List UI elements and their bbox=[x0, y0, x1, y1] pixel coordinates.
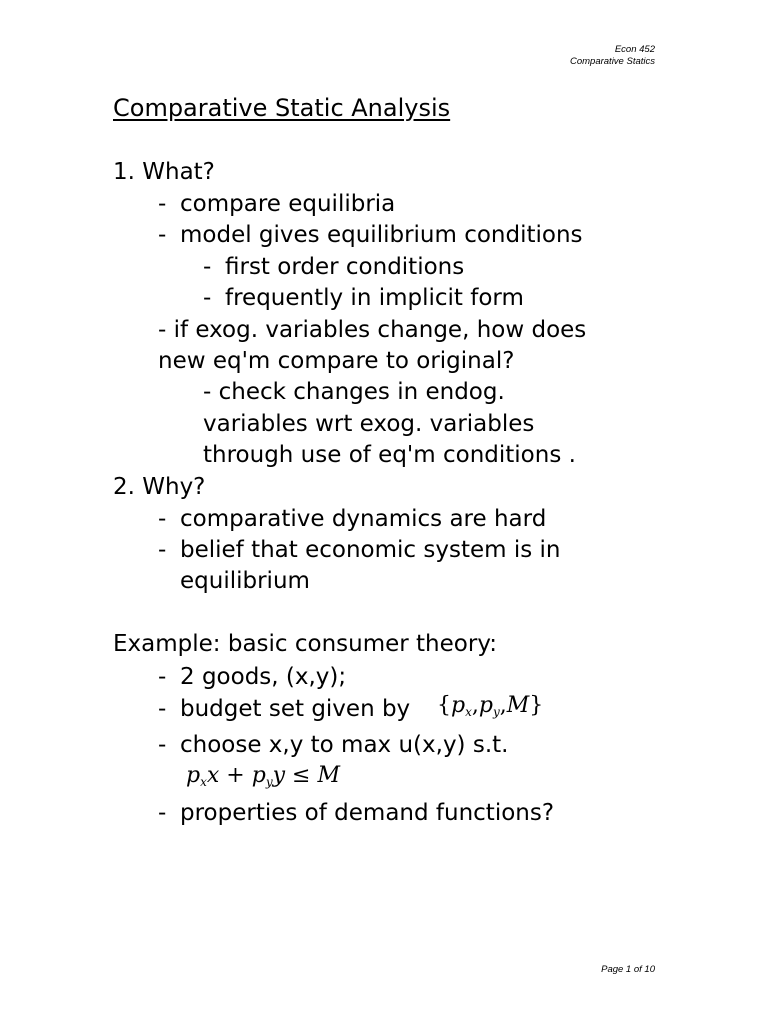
sub-bullet-first-order: first order conditions bbox=[225, 254, 465, 280]
bullet-dash: - bbox=[158, 506, 167, 532]
bullet-dash: - bbox=[158, 732, 167, 758]
bullet-dash: - bbox=[158, 664, 167, 690]
bullet-dash: - bbox=[158, 191, 167, 217]
page-number: Page 1 of 10 bbox=[601, 964, 655, 975]
section-2-heading: 2. Why? bbox=[113, 474, 206, 500]
bullet-choose-xy: choose x,y to max u(x,y) s.t. bbox=[180, 732, 509, 758]
topic-label: Comparative Statics bbox=[569, 56, 655, 67]
bullet-compare-equilibria: compare equilibria bbox=[180, 191, 396, 217]
sub-bullet-dash: - bbox=[203, 285, 212, 311]
bullet-belief-line2: equilibrium bbox=[180, 568, 310, 594]
bullet-dash: - bbox=[158, 222, 167, 248]
detail-line-2: variables wrt exog. variables bbox=[203, 411, 535, 437]
bullet-belief-line1: belief that economic system is in bbox=[180, 537, 561, 563]
bullet-two-goods: 2 goods, (x,y); bbox=[180, 664, 347, 690]
bullet-dash: - bbox=[158, 800, 167, 826]
bullet-model-conditions: model gives equilibrium conditions bbox=[180, 222, 583, 248]
sub-bullet-dash: - bbox=[203, 254, 212, 280]
budget-constraint-formula: $p_xx + p_yy \le M$ bbox=[186, 763, 340, 789]
budget-set-formula: $\{p_x,p_y,M\}$ bbox=[437, 693, 544, 719]
example-heading: Example: basic consumer theory: bbox=[113, 631, 498, 657]
bullet-exog-change-line1: - if exog. variables change, how does bbox=[158, 317, 587, 343]
bullet-exog-change-line2: new eq'm compare to original? bbox=[158, 348, 515, 374]
bullet-dash: - bbox=[158, 537, 167, 563]
bullet-comparative-dynamics: comparative dynamics are hard bbox=[180, 506, 547, 532]
bullet-budget-set: budget set given by bbox=[180, 696, 411, 722]
detail-line-3: through use of eq'm conditions . bbox=[203, 442, 576, 468]
course-label: Econ 452 bbox=[614, 44, 655, 55]
bullet-dash: - bbox=[158, 696, 167, 722]
detail-line-1: - check changes in endog. bbox=[203, 379, 505, 405]
document-title: Comparative Static Analysis bbox=[113, 94, 451, 122]
page-header bbox=[570, 44, 655, 68]
bullet-demand-properties: properties of demand functions? bbox=[180, 800, 555, 826]
section-1-heading: 1. What? bbox=[113, 159, 215, 185]
sub-bullet-implicit-form: frequently in implicit form bbox=[225, 285, 524, 311]
